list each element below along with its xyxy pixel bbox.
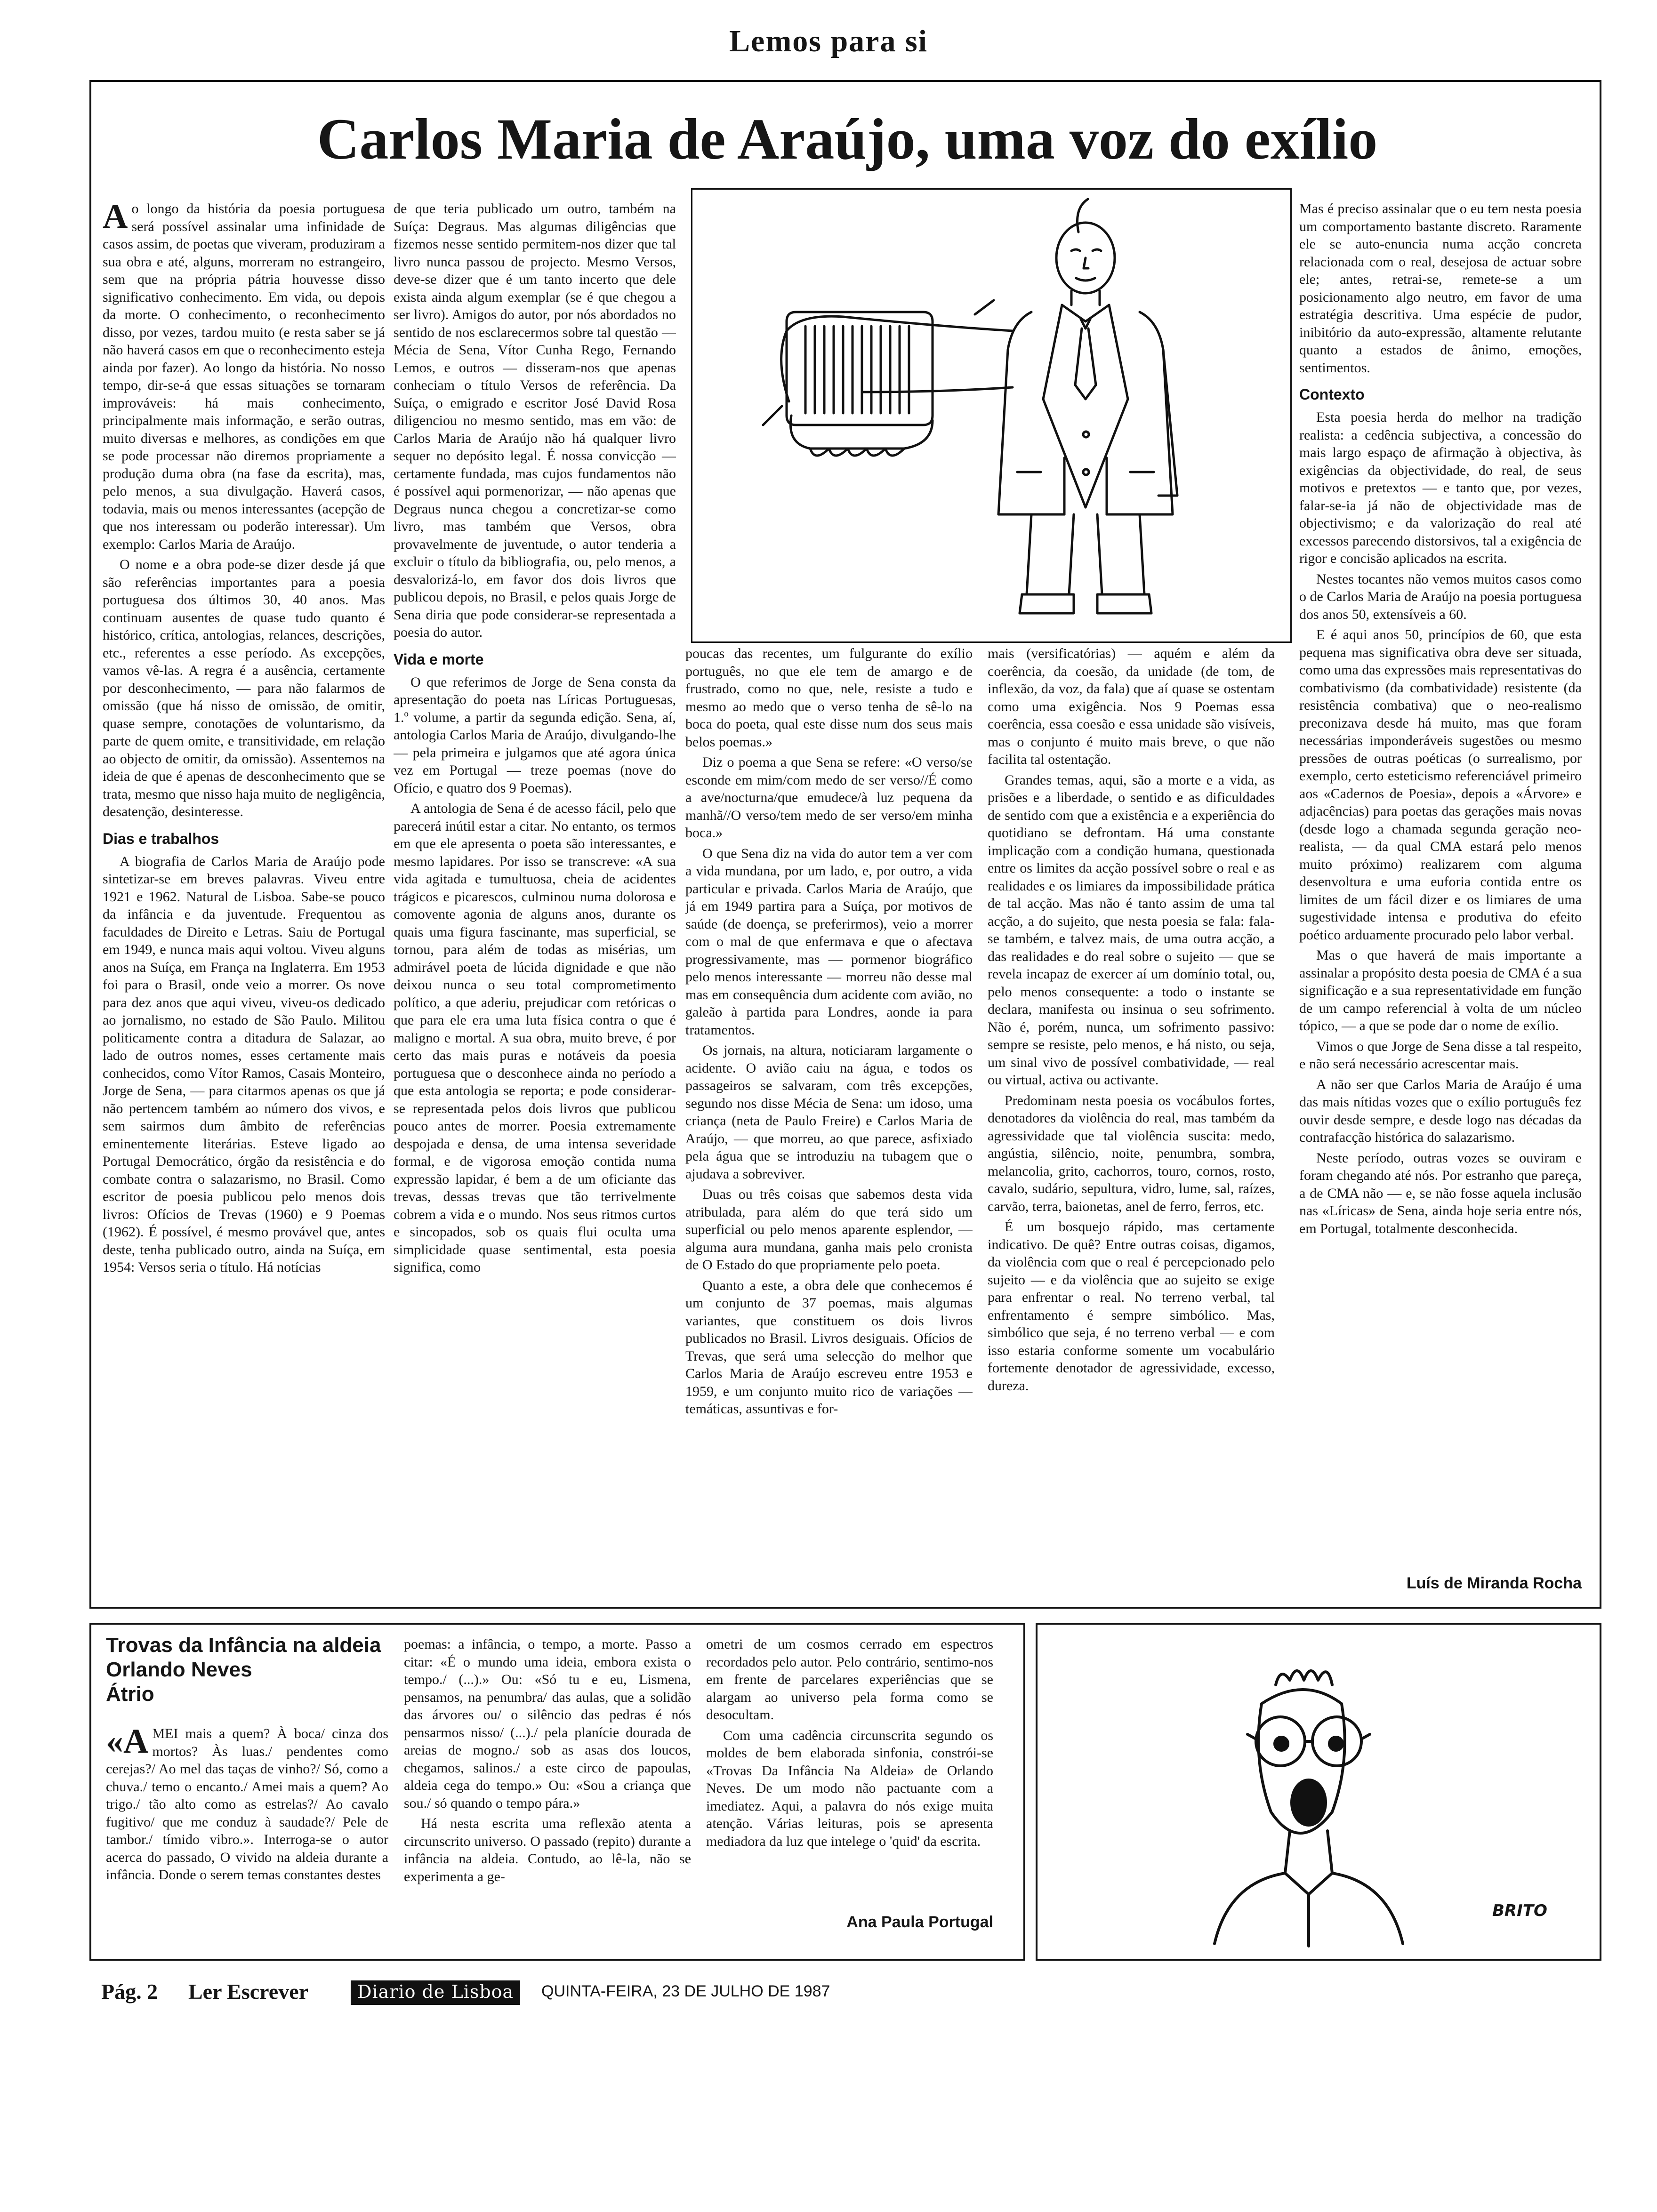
paragraph: Grandes temas, aqui, são a morte e a vida, as prisões e a liberdade, o sentido e as dificuldades de sentido com que a existência e a experiência do quotidiano se defrontam. Há uma constante implicação com a condição humana, questionada entre os limites da acção possível sobre o real e as realidades e os limiares da impossibilidade prática de tal acção. Mas não é tanto assim de uma tal acção, a do sujeito, que nesta poesia se fala: fala-se também, e talvez mais, de uma outra acção, a das realidades e do real sobre o sujeito — que se revela incapaz de exercer aí um domínio total, ou, pelo menos consequente: a todo o instante se declara, manifesta ou insinua o seu sofrimento. Não é, porém, nunca, um sofrimento passivo: sempre se resiste, pelo menos, e há nisto, ou seja, um sinal vivo de possível combatividade, — real ou virtual, activa ou activante.	[988, 772, 1275, 1088]
man-with-accordion-illustration	[692, 190, 1287, 639]
subhead-dias-e-trabalhos: Dias e trabalhos	[103, 830, 219, 847]
section-kicker: Lemos para si	[729, 24, 928, 58]
cartoon-signature: BRITO	[1492, 1901, 1547, 1920]
paragraph: Há nesta escrita uma reflexão atenta a circunscrito universo. O passado (repito) durante a infância na aldeia. Contudo, ao lê-la, não se experimenta a ge-	[404, 1816, 691, 1884]
article-column-1	[103, 200, 385, 1607]
article-byline: Luís de Miranda Rocha	[1406, 1574, 1582, 1592]
paragraph: Esta poesia herda do melhor na tradição realista: a cedência subjectiva, a concessão do mais largo espaço de afirmação à objectiva, às exigências da objectividade, do real, de seus motivos e pretextos — e tanto que, por vezes, falar-se-ia já não de objectividade mas de objectivismo; e da valorização do real até excessos parecendo distorsivos, tal a exigência de rigor e concisão aplicados na escrita.	[1299, 409, 1582, 566]
article-headline: Carlos Maria de Araújo, uma voz do exílio	[317, 107, 1378, 171]
paragraph: Neste período, outras vozes se ouviram e foram chegando até nós. Por estranho que pareça, a de CMA não — e, se não fosse aquela inclusão nas «Líricas» de Sena, ainda hoje seria entre nós, em Portugal, totalmente desconhecida.	[1299, 1150, 1582, 1236]
review-column-1	[106, 1725, 388, 1951]
paragraph: Os jornais, na altura, noticiaram largamente o acidente. O avião caiu na água, e todos os passageiros se salvaram, com três excepções, segundo nos disse Mécia de Sena: um idoso, uma criança (neta de Paulo Freire) e Carlos Maria de Araújo, — que morreu, ao que parece, asfixiado pela água que se introduziu na tubagem que o ajudava a sobreviver.	[685, 1042, 973, 1182]
drop-cap: «A	[106, 1725, 149, 1761]
paragraph: Predominam nesta poesia os vocábulos fortes, denotadores da violência do real, mas também da agressividade que tal violência suscita: medo, angústia, silêncio, noite, penumbra, sombra, melancolia, grito, cachorros, touro, cornos, rosto, cavalo, sudário, sepultura, vidro, lume, sal, raízes, carvão, terra, baionetas, anel de ferro, ferros, etc.	[988, 1092, 1275, 1214]
paragraph: O que referimos de Jorge de Sena consta da apresentação do poeta nas Líricas Portuguesas, 1.º volume, a partir da segunda edição. Sena, aí, antologia Carlos Maria de Araújo, divulgando-lhe — pela primeira e julgamos que até agora única vez em Portugal — treze poemas (nove do Ofício, e quatro dos 9 Poemas).	[394, 674, 676, 796]
paragraph: A não ser que Carlos Maria de Araújo é uma das mais nítidas vozes que o exílio português fez ouvir desde sempre, e desde logo nas décadas da contrafacção histórica do salazarismo.	[1299, 1076, 1582, 1145]
paragraph: Com uma cadência circunscrita segundo os moldes de bem elaborada sinfonia, constrói-se «Trovas Da Infância Na Aldeia» de Orlando Neves. De um modo não pactuante com a imediatez. Aqui, a palavra do nós exige muita atenção. Várias leituras, pois se apresenta mediadora da luz que intelege o 'quid' da escrita.	[706, 1727, 993, 1849]
paragraph: O que Sena diz na vida do autor tem a ver com a vida mundana, por um lado, e, por outro, a vida particular e privada. Carlos Maria de Araújo, que já em 1949 partira para a Suíça, por motivos de saúde (de doença, se preferirmos), veio a morrer com o mal de que enfermava e que o afectava progressivamente, mas — pormenor biográfico pelo menos interessante — morreu não desse mal mas em consequência dum acidente com avião, no galeão à partida para Londres, aonde ia para tratamentos.	[685, 845, 973, 1038]
paragraph: o longo da história da poesia portuguesa será possível assinalar uma infinidade de casos assim, de poetas que viveram, produziram a sua obra e até, alguns, morreram no estrangeiro, sem que na própria pátria houvesse disso significativo conhecimento. Em vida, ou depois da morte. O conhecimento, o reconhecimento disso, por vezes, tardou muito (e resta saber se já não haverá casos em que o reconhecimento esteja ainda por fazer). Ao longo da história. No nosso tempo, dir-se-á que essas situações se tornaram improváveis: há mais conhecimento, principalmente mais informação, e serão outras, muito diversas e melhores, as condições em que se pode processar não diremos propriamente a produção duma obra (na fase da escrita), mas, pelo menos, a sua divulgação. Haverá casos, todavia, mais ou menos interessantes (acepção de que nos interessam ou poderão interessar). Um exemplo: Carlos Maria de Araújo.	[103, 201, 385, 552]
paragraph: mais (versificatórias) — aquém e além da coerência, da coesão, da unidade (de tom, de inflexão, da voz, da fala) que aí quase se ostentam como uma exigência. Nos 9 Poemas essa coerência, essa coesão e essa unidade são visíveis, mas o conjunto é muito mais breve, o que não facilita tal ostentação.	[988, 646, 1275, 767]
paragraph: poucas das recentes, um fulgurante do exílio português, no que ele tem de amargo e de frustrado, como no que, nele, resiste a tudo e mesmo ao medo que o verso tenha de sê-lo na boca do poeta, qual este disse num dos seus mais belos poemas.»	[685, 646, 973, 750]
paragraph: E é aqui anos 50, princípios de 60, que esta pequena mas significativa obra deve ser situada, como uma das expressões mais representativas do combativismo (da combatividade) resistente (da resistência combativa) que o neo-realismo preconizava desde há muito, mas que foram necessárias imponderáveis sugestões ou mesmo pressões de outras poéticas (o surrealismo, por exemplo, certo esteticismo referenciável primeiro aos «Cadernos de Poesia», depois a «Árvore» e adjacências) para poetas das gerações mais novas (desde logo a chamada segunda geração neo-realista, — da qual CMA estará pelo menos muito próximo) realizarem com alguma desenvoltura e uma euforia contida entre os limites de um fácil dizer e os limiares de uma sugestividade intensa e produtiva do efeito poético arduamente procurado pelo labor verbal.	[1299, 627, 1582, 943]
article-column-3	[685, 645, 973, 1600]
paragraph: ometri de um cosmos cerrado em espectros recordados pelo autor. Pelo contrário, sentimo-nos em frente de parcelares experiências que se alargam ao universo pela forma como se desocultam.	[706, 1636, 993, 1723]
article-illustration	[691, 188, 1292, 643]
paragraph: Quanto a este, a obra dele que conhecemos é um conjunto de 37 poemas, mais algumas variantes, que constituem os dois livros publicados no Brasil. Livros desiguais. Ofícios de Trevas, que será uma selecção do melhor que Carlos Maria de Araújo escreveu entre 1953 e 1959, e um conjunto muito rico de variações — temáticas, assuntivas e for-	[685, 1277, 973, 1417]
drop-cap: A	[103, 200, 128, 236]
paragraph: A antologia de Sena é de acesso fácil, pelo que parecerá inútil estar a citar. No entanto, os termos em que ele apresenta o poeta são interessantes, e mesmo lapidares. Por isso se transcreve: «A sua vida agitada e tumultuosa, cheia de acidentes trágicos e picarescos, culminou numa dolorosa e comovente agonia de alguns anos, durante os quais uma figura fascinante, mas superficial, se tornou, para além de todas as misérias, um admirável poeta de lúcida dignidade e que não deixou nunca o seu total comprometimento político, a que aderiu, prejudicar com retóricas o que para ele era uma luta física contra o que é maligno e mortal. A sua obra, muito breve, é por certo das mais puras e notáveis da poesia portuguesa que o desconhece ainda no período a que esta antologia se reporta; e pode considerar-se representada pelos dois livros que publicou pouco antes de morrer. Poesia extremamente despojada e densa, de uma intensa severidade formal, e de vigorosa emoção contida numa expressão lapidar, é bem a de um oficiante das trevas, dessas trevas que tão terrivelmente cobrem a vida e o mundo. Nos seus ritmos curtos e sincopados, sob os quais flui oculta uma simplicidade quase sentimental, esta poesia significa, como	[394, 801, 676, 1275]
article-column-5	[1299, 200, 1582, 1574]
paragraph: É um bosquejo rápido, mas certamente indicativo. De quê? Entre outras coisas, digamos, da violência com que o real é percepcionado pelo sujeito — e da violência que ao sujeito se exige para enfrentar o real. No terreno verbal, tal enfrentamento é sempre simbólico. Mas, simbólico que seja, é no terreno verbal — e com isso estaria conforme somente um vocabulário fortemente denotador de agressividade, excesso, dureza.	[988, 1219, 1275, 1394]
paragraph: Diz o poema a que Sena se refere: «O verso/se esconde em mim/com medo de ser verso//É como a ave/nocturna/que emudece/à luz pequena da manhã//O verso/tem medo de ser verso/em minha boca.»	[685, 754, 973, 841]
review-column-3	[706, 1635, 993, 1880]
paragraph: MEI mais a quem? À boca/ cinza dos mortos? Às luas./ pendentes como cerejas?/ Ao mel das taças de vinho?/ Só, como a chuva./ temo o encanto./ Amei mais a quem? Ao trigo./ tão alto como as estrelas?/ Ao cavalo fugitivo/ que me conduz à saudade?/ Pele de tambor./ tímido vibro.». Interroga-se o autor acerca do passado, O vivido na aldeia durante a infância. Donde o serem temas constantes destes	[106, 1726, 388, 1883]
cartoon-illustration	[1040, 1628, 1591, 1953]
review-book-author: Orlando Neves	[106, 1658, 252, 1681]
newspaper-masthead: Diario de Lisboa	[351, 1980, 520, 2005]
article-column-4	[988, 645, 1275, 1600]
paragraph: Mas o que haverá de mais importante a assinalar a propósito desta poesia de CMA é a sua significação e a sua representatividade em função de um campo referencial à volta de um núcleo tópico, — a que se pode dar o nome de exílio.	[1299, 947, 1582, 1034]
paragraph: de que teria publicado um outro, também na Suíça: Degraus. Mas algumas diligências que fizemos nesse sentido permitem-nos dizer que tal livro nunca passou de projecto. Mesmo Versos, deve-se dizer que é um tanto incerto que dele exista ainda algum exemplar (se é que chegou a ser livro). Amigos do autor, por nós abordados no sentido de nos esclarecermos sobre tal questão — Mécia de Sena, Vítor Cunha Rego, Fernando Lemos, e outros — disseram-nos que apenas conheciam o título Versos de referência. Da Suíça, o emigrado e escritor José David Rosa diligenciou no mesmo sentido, mas em vão: de Carlos Maria de Araújo não há qualquer livro sequer no depósito legal. É nossa convicção — certamente fundada, mas cujos fundamentos não é possível aqui pormenorizar, — não apenas que Degraus nunca chegou a concretizar-se como livro, mas também que Versos, obra provavelmente de juventude, o autor tenderia a excluir o título da bibliografia, ou, pelo menos, a desvalorizá-lo, em favor dos dois livros que publicou depois, no Brasil, e pelos quais Jorge de Sena diria que pode considerar-se representada a poesia do autor.	[394, 201, 676, 640]
paragraph: Nestes tocantes não vemos muitos casos como o de Carlos Maria de Araújo na poesia portuguesa dos anos 50, extensíveis a 60.	[1299, 571, 1582, 622]
paragraph: Duas ou três coisas que sabemos desta vida atribulada, para além do que terá sido um superficial ou pelo menos aparente esplendor, — alguma aura mundana, ganha mais pelo cronista de O Estado do que propriamente pelo poeta.	[685, 1186, 973, 1273]
paragraph: poemas: a infância, o tempo, a morte. Passo a citar: «É o mundo uma ideia, embora exista o tempo./ (...).» Ou: «Só tu e eu, Lismena, pensamos, na penumbra/ das aulas, que a solidão das árvores ou/ o silêncio das pedras é nós pensarmos nisso/ (...)./ pela planície dourada de areias de mogno./ sob as asas dos loucos, chegamos, salinos./ a este circo de papoulas, aldeia cega do tempo.» Ou: «Sou a criança que sou./ só quando o tempo pára.»	[404, 1636, 691, 1811]
article-column-2	[394, 200, 676, 1607]
paragraph: O nome e a obra pode-se dizer desde já que são referências importantes para a poesia portuguesa dos últimos 30, 40 anos. Mas continuam ausentes de quase tudo quanto é histórico, crítica, antologias, relances, descrições, etc., referentes a esse período. As excepções, vamos vê-las. A regra é a ausência, certamente por desconhecimento, — para não falarmos de omissão (que há nisso de omissão, de omitir, quase sempre, conotações de voluntarismo, da parte de quem omite, e transitividade, em relação ao objecto de omitir, da omissão). Assentemos na ideia de que é apenas de desconhecimento que se trata, mesmo que nisso haja muito de negligência, desatenção, desinteresse.	[103, 557, 385, 819]
subhead-vida-e-morte: Vida e morte	[394, 650, 484, 668]
review-byline: Ana Paula Portugal	[846, 1913, 993, 1931]
paragraph: Vimos o que Jorge de Sena disse a tal respeito, e não será necessário acrescentar mais.	[1299, 1038, 1582, 1072]
page-number: Pág. 2	[101, 1980, 158, 2004]
review-book-title: Trovas da Infância na aldeia	[106, 1634, 381, 1657]
publication-date: QUINTA-FEIRA, 23 DE JULHO DE 1987	[541, 1982, 830, 2000]
paragraph: Mas é preciso assinalar que o eu tem nesta poesia um comportamento bastante discreto. Raramente ele se auto-enuncia numa acção concreta relacionada com o real, desejosa de actuar sobre ele; antes, retrai-se, remete-se a um posicionamento algo neutro, em favor de uma estratégia descritiva. Uma espécie de pudor, inibitório da auto-expressão, altamente relutante quanto a estados de ânimo, emoções, sentimentos.	[1299, 201, 1582, 376]
section-name: Ler Escrever	[188, 1980, 309, 2004]
review-title	[106, 1633, 398, 1713]
paragraph: A biografia de Carlos Maria de Araújo pode sintetizar-se em breves palavras. Viveu entre 1921 e 1962. Natural de Lisboa. Sabe-se pouco da infância e da juventude. Frequentou as faculdades de Direito e Letras. Saiu de Portugal em 1949, e nunca mais aqui voltou. Viveu alguns anos na Suíça, em França na Inglaterra. Em 1953 foi para o Brasil, onde veio a morrer. Os nove para dez anos que aqui viveu, viveu-os dedicado ao jornalismo, no estado de São Paulo. Militou politicamente contra a ditadura de Salazar, ao lado de outros nomes, esses certamente mais conhecidos, como Vítor Ramos, Casais Monteiro, Jorge de Sena, — para citarmos apenas os que já não pertencem também ao número dos vivos, e sem sairmos dum âmbito de referências eminentemente literárias. Esteve ligado ao Portugal Democrático, órgão da resistência e do combate contra o salazarismo, no Brasil. Como escritor de poesia publicou pelo menos dois livros: Ofícios de Trevas (1960) e 9 Poemas (1962). É possível, é mesmo provável que, antes deste, tenha publicado outro, ainda na Suíça, em 1954: Versos seria o título. Há notícias	[103, 853, 385, 1275]
review-column-2	[404, 1635, 691, 1951]
subhead-contexto: Contexto	[1299, 386, 1365, 403]
review-book-publisher: Átrio	[106, 1683, 154, 1706]
